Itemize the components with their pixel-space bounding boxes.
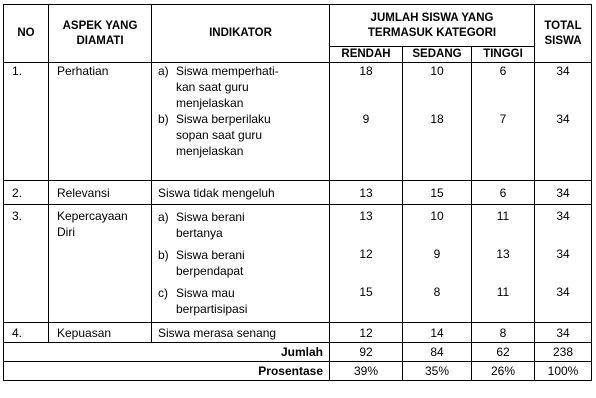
value-cell: 14 xyxy=(403,323,472,343)
header-total-line: TOTAL xyxy=(544,19,582,32)
value-cell: 9 xyxy=(433,247,441,261)
value-cell: 10 xyxy=(430,209,444,223)
indicator-line: Siswa memperhati- xyxy=(176,64,279,78)
indicator-line: Siswa berperilaku xyxy=(176,112,271,126)
value-cell: 13 xyxy=(359,209,373,223)
indicator-text xyxy=(176,247,329,285)
indicator-line: Siswa berani xyxy=(176,248,245,262)
row-indikator xyxy=(152,205,330,323)
row-indikator: Siswa merasa senang xyxy=(152,323,330,343)
row-sedang xyxy=(403,205,472,323)
value-cell: 9 xyxy=(362,112,370,126)
header-total-line: SISWA xyxy=(544,34,582,47)
indicator-line: menjelaskan xyxy=(176,144,244,158)
row-tinggi xyxy=(472,205,535,323)
value-cell: 34 xyxy=(535,323,592,343)
value-cell: 34 xyxy=(556,112,570,126)
value-cell: 12 xyxy=(330,323,403,343)
indicator-line: Siswa berani xyxy=(176,210,245,224)
table-row xyxy=(4,323,592,343)
row-indikator: Siswa tidak mengeluh xyxy=(152,181,330,205)
indicator-item xyxy=(158,209,329,247)
indicator-text xyxy=(176,285,329,317)
indicator-letter: b) xyxy=(158,112,169,126)
indicator-line: berpendapat xyxy=(176,264,244,278)
indicator-text xyxy=(176,111,329,159)
value-cell: 10 xyxy=(430,64,444,78)
value-cell: 15 xyxy=(359,285,373,299)
indicator-letter: a) xyxy=(158,64,169,78)
row-tinggi xyxy=(472,63,535,181)
value-cell: 11 xyxy=(496,285,510,299)
indicator-text xyxy=(176,209,329,247)
value-cell: 34 xyxy=(556,247,570,261)
value-cell: 13 xyxy=(330,181,403,205)
table-row xyxy=(4,205,592,323)
prosentase-tinggi: 26% xyxy=(472,362,535,381)
indicator-letter: a) xyxy=(158,210,169,224)
indicator-text xyxy=(176,63,329,111)
value-cell: 34 xyxy=(556,285,570,299)
indicator-line: menjelaskan xyxy=(176,96,244,110)
value-cell: 34 xyxy=(535,181,592,205)
row-number: 1. xyxy=(4,63,49,181)
indicator-line: berpartisipasi xyxy=(176,302,248,316)
jumlah-sedang: 84 xyxy=(403,343,472,362)
indicator-line: bertanya xyxy=(176,226,223,240)
indicator-line: kan saat guru xyxy=(176,80,249,94)
value-cell: 13 xyxy=(496,247,510,261)
table-row xyxy=(4,181,592,205)
header-aspek-line: DIAMATI xyxy=(76,34,124,47)
header-indikator: INDIKATOR xyxy=(152,5,330,63)
indicator-item xyxy=(158,247,329,285)
row-aspek: Relevansi xyxy=(49,181,152,205)
row-rendah xyxy=(330,63,403,181)
row-number: 4. xyxy=(4,323,49,343)
jumlah-label: Jumlah xyxy=(4,343,330,362)
value-cell: 8 xyxy=(433,285,441,299)
indicator-item xyxy=(158,111,329,159)
header-no: NO xyxy=(4,5,49,63)
header-total xyxy=(535,5,592,63)
row-rendah xyxy=(330,205,403,323)
indicator-line: Siswa mau xyxy=(176,286,235,300)
header-jumlah-line: TERMASUK KATEGORI xyxy=(367,26,497,39)
header-row xyxy=(4,5,592,47)
header-sedang: SEDANG xyxy=(403,47,472,63)
prosentase-total: 100% xyxy=(535,362,592,381)
value-cell: 34 xyxy=(556,64,570,78)
prosentase-rendah: 39% xyxy=(330,362,403,381)
value-cell: 34 xyxy=(556,209,570,223)
data-table xyxy=(3,4,592,381)
row-number: 3. xyxy=(4,205,49,323)
row-aspek xyxy=(49,205,152,323)
header-jumlah-line: JUMLAH SISWA YANG xyxy=(370,11,494,24)
value-cell: 18 xyxy=(359,64,373,78)
value-cell: 12 xyxy=(359,247,373,261)
value-cell: 18 xyxy=(430,112,444,126)
indicator-letter: c) xyxy=(158,286,168,300)
jumlah-tinggi: 62 xyxy=(472,343,535,362)
row-indikator xyxy=(152,63,330,181)
indicator-line: sopan saat guru xyxy=(176,128,263,142)
header-aspek-line: ASPEK YANG xyxy=(62,19,138,32)
row-aspek: Kepuasan xyxy=(49,323,152,343)
table-row xyxy=(4,63,592,181)
row-sedang xyxy=(403,63,472,181)
aspek-line: Kepercayaan xyxy=(57,209,128,223)
indicator-item xyxy=(158,63,329,111)
row-total xyxy=(535,205,592,323)
header-aspek xyxy=(49,5,152,63)
prosentase-row xyxy=(4,362,592,381)
header-rendah: RENDAH xyxy=(330,47,403,63)
header-jumlah-group xyxy=(330,5,535,47)
row-number: 2. xyxy=(4,181,49,205)
aspek-line: Diri xyxy=(57,225,75,239)
value-cell: 15 xyxy=(403,181,472,205)
indicator-item xyxy=(158,285,329,317)
prosentase-label: Prosentase xyxy=(4,362,330,381)
jumlah-total: 238 xyxy=(535,343,592,362)
value-cell: 6 xyxy=(499,64,507,78)
value-cell: 8 xyxy=(472,323,535,343)
header-tinggi: TINGGI xyxy=(472,47,535,63)
prosentase-sedang: 35% xyxy=(403,362,472,381)
row-aspek: Perhatian xyxy=(49,63,152,181)
value-cell: 11 xyxy=(496,209,510,223)
jumlah-row xyxy=(4,343,592,362)
jumlah-rendah: 92 xyxy=(330,343,403,362)
value-cell: 7 xyxy=(499,112,507,126)
row-total xyxy=(535,63,592,181)
value-cell: 6 xyxy=(472,181,535,205)
indicator-letter: b) xyxy=(158,248,169,262)
